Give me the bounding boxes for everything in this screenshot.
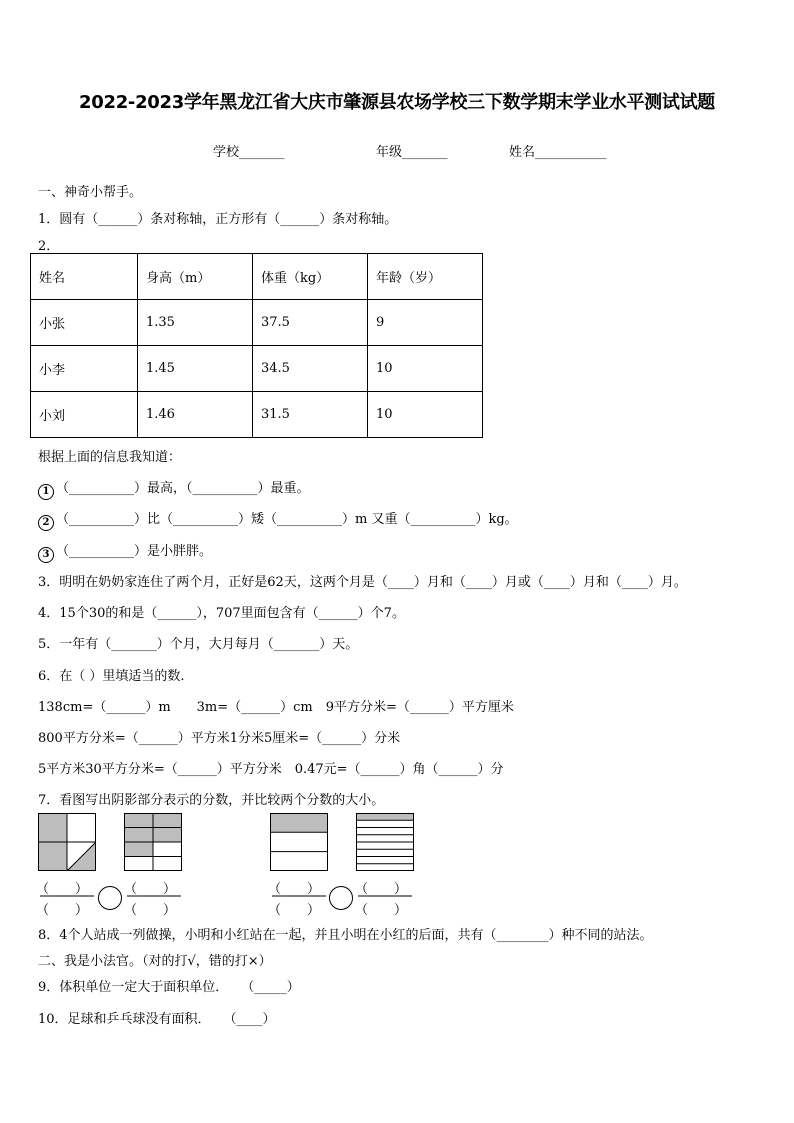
circled-number: 1	[38, 484, 54, 500]
question-3: 3．明明在奶奶家连住了两个月，正好是62天，这两个月是（____）月和（____）月或（____）月和（____）月。	[38, 575, 687, 590]
table-cell: 1.45	[138, 346, 253, 392]
table-row	[31, 300, 483, 346]
question-6-line: 138cm=（______）m 3m=（______）cm 9平方分米=（______）平方厘米	[38, 700, 514, 715]
table-cell: 小李	[31, 346, 138, 392]
table-row	[31, 392, 483, 438]
question-5: 5．一年有（_______）个月，大月每月（_______）天。	[38, 637, 359, 652]
question-6-line: 800平方分米=（______）平方米1分米5厘米=（______）分米	[38, 731, 401, 746]
table-header-row	[31, 254, 483, 300]
question-10: 10．足球和乒乓球没有面积． （____）	[38, 1012, 276, 1027]
table-cell: 1.35	[138, 300, 253, 346]
fraction-bar	[40, 895, 94, 897]
shaded-part	[124, 842, 153, 857]
question-7: 7．看图写出阴影部分表示的分数，并比较两个分数的大小。	[38, 793, 385, 808]
fraction-numerator-blank[interactable]: （ ）	[36, 882, 89, 897]
section-2-heading: 二、我是小法官。（对的打√，错的打×）	[38, 954, 272, 969]
table-cell: 10	[368, 392, 483, 438]
table-cell: 小张	[31, 300, 138, 346]
compare-circle[interactable]	[97, 885, 123, 911]
fraction-numerator-blank[interactable]: （ ）	[268, 882, 321, 897]
question-9: 9．体积单位一定大于面积单位． （_____）	[38, 980, 300, 995]
question-2-item	[38, 477, 310, 500]
section-1-heading: 一、神奇小帮手。	[38, 185, 143, 200]
circled-number: 2	[38, 515, 54, 531]
question-2-intro: 根据上面的信息我知道：	[38, 450, 182, 465]
student-info-table	[30, 253, 483, 438]
fraction-bar	[127, 895, 181, 897]
table-cell: 31.5	[253, 392, 368, 438]
question-4: 4．15个30的和是（______），707里面包含有（______）个7。	[38, 606, 405, 621]
question-6-line: 5平方米30平方分米=（______）平方分米 0.47元=（______）角（______）分	[38, 762, 504, 777]
fraction-figure-2	[124, 813, 182, 871]
shaded-part	[38, 813, 67, 842]
question-6: 6．在（ ）里填适当的数.	[38, 669, 185, 684]
table-header-cell: 姓名	[31, 254, 138, 300]
item-text: （__________）最高，（__________）最重。	[56, 481, 310, 496]
shaded-part	[270, 813, 328, 832]
question-1: 1．圆有（______）条对称轴，正方形有（______）条对称轴。	[38, 212, 398, 227]
fraction-denominator-blank[interactable]: （ ）	[268, 903, 321, 918]
table-header-cell: 年龄（岁）	[368, 254, 483, 300]
grade-field[interactable]: 年级_______	[376, 145, 448, 160]
question-8: 8．4个人站成一列做操，小明和小红站在一起，并且小明在小红的后面，共有（________）种不同的站法。	[38, 928, 653, 943]
item-text: （__________）是小胖胖。	[56, 544, 213, 559]
fraction-bar	[272, 895, 326, 897]
fraction-numerator-blank[interactable]: （ ）	[355, 882, 408, 897]
fraction-bar	[358, 895, 412, 897]
question-2-label: 2．	[38, 239, 60, 254]
shaded-part	[356, 813, 414, 820]
compare-circle[interactable]	[328, 885, 354, 911]
circled-number: 3	[38, 547, 54, 563]
page-title: 2022-2023学年黑龙江省大庆市肇源县农场学校三下数学期末学业水平测试试题	[79, 92, 715, 113]
fraction-denominator-blank[interactable]: （ ）	[36, 903, 89, 918]
fraction-denominator-blank[interactable]: （ ）	[355, 903, 408, 918]
table-cell: 34.5	[253, 346, 368, 392]
fraction-denominator-blank[interactable]: （ ）	[124, 903, 177, 918]
table-row	[31, 346, 483, 392]
table-cell: 9	[368, 300, 483, 346]
table-cell: 1.46	[138, 392, 253, 438]
name-field[interactable]: 姓名___________	[509, 145, 607, 160]
table-cell: 37.5	[253, 300, 368, 346]
table-cell: 小刘	[31, 392, 138, 438]
fraction-figure-3	[270, 813, 328, 871]
question-2-item	[38, 540, 212, 563]
fraction-numerator-blank[interactable]: （ ）	[124, 882, 177, 897]
table-cell: 10	[368, 346, 483, 392]
fraction-figure-1	[38, 813, 96, 871]
question-2-item	[38, 508, 518, 531]
table-header-cell: 体重（kg）	[253, 254, 368, 300]
table-header-cell: 身高（m）	[138, 254, 253, 300]
fraction-figure-4	[356, 813, 414, 871]
item-text: （__________）比（__________）矮（__________）m 又重（__________）kg。	[56, 512, 518, 527]
school-field[interactable]: 学校_______	[213, 145, 285, 160]
